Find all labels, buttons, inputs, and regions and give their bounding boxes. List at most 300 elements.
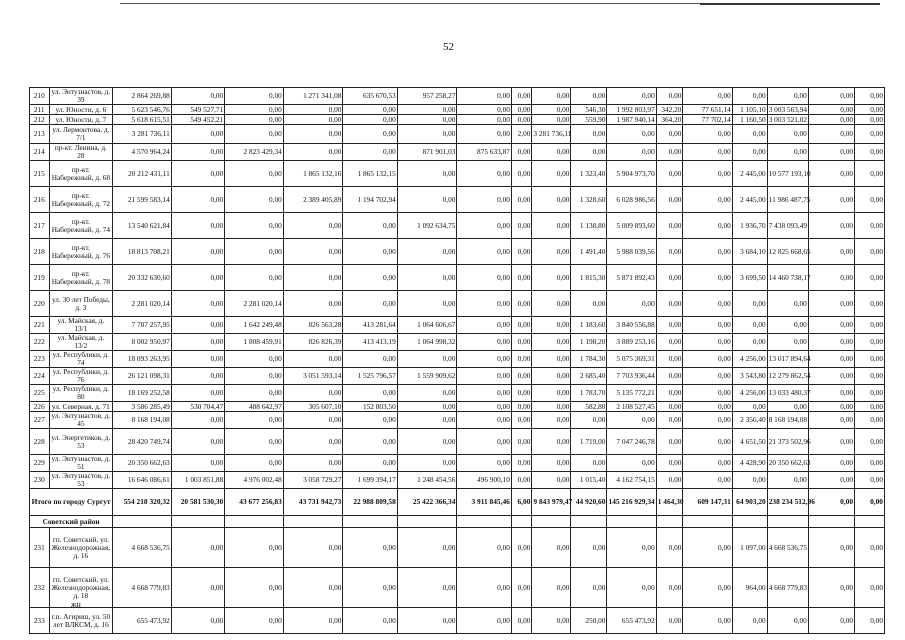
- value-cell: 0,00: [808, 144, 854, 161]
- value-cell: 11 986 487,75: [767, 187, 808, 213]
- value-cell: 0,00: [656, 608, 683, 634]
- value-cell: 559,90: [571, 115, 607, 125]
- value-cell: 0,00: [656, 472, 683, 489]
- value-cell: 0,00: [767, 472, 808, 489]
- value-cell: 0,00: [171, 429, 224, 455]
- value-cell: 0,00: [683, 472, 732, 489]
- value-cell: 0,00: [683, 368, 732, 385]
- value-cell: 0,00: [225, 187, 284, 213]
- empty-cell: [225, 516, 284, 528]
- value-cell: 1 719,00: [571, 429, 607, 455]
- empty-cell: [656, 516, 683, 528]
- row-number: 232: [30, 568, 50, 608]
- value-cell: 8 168 194,08: [767, 412, 808, 429]
- value-cell: 0,00: [511, 412, 532, 429]
- value-cell: 0,00: [855, 213, 885, 239]
- table-row: [30, 239, 885, 265]
- value-cell: 0,00: [532, 385, 571, 402]
- value-cell: 496 900,10: [457, 472, 511, 489]
- value-cell: 0,00: [855, 125, 885, 144]
- value-cell: 0,00: [397, 528, 457, 568]
- value-cell: 0,00: [683, 334, 732, 351]
- section-title: Советский район: [30, 516, 113, 528]
- value-cell: 0,00: [511, 528, 532, 568]
- table-row: [30, 528, 885, 568]
- value-cell: 0,00: [683, 528, 732, 568]
- row-number: 231: [30, 528, 50, 568]
- empty-cell: [607, 516, 656, 528]
- value-cell: 26 121 098,31: [113, 368, 172, 385]
- table-row: [30, 385, 885, 402]
- value-cell: 0,00: [808, 429, 854, 455]
- value-cell: 6 028 986,56: [607, 187, 656, 213]
- value-cell: 0,00: [343, 385, 397, 402]
- value-cell: 0,00: [511, 351, 532, 368]
- value-cell: 1 491,40: [571, 239, 607, 265]
- address-cell: пр-кт. Набережный, д. 78: [49, 265, 113, 291]
- value-cell: 826 826,39: [283, 334, 343, 351]
- value-cell: 0,00: [171, 368, 224, 385]
- value-cell: 0,00: [343, 455, 397, 472]
- value-cell: 1 323,40: [571, 161, 607, 187]
- value-cell: 2 445,00: [732, 187, 767, 213]
- value-cell: 0,00: [656, 429, 683, 455]
- value-cell: 0,00: [171, 144, 224, 161]
- value-cell: 0,00: [532, 528, 571, 568]
- value-cell: 0,00: [171, 239, 224, 265]
- value-cell: 0,00: [457, 402, 511, 412]
- value-cell: 0,00: [171, 334, 224, 351]
- value-cell: 0,00: [343, 429, 397, 455]
- value-cell: 488 642,97: [225, 402, 284, 412]
- value-cell: 1 064 998,32: [397, 334, 457, 351]
- value-cell: 0,00: [855, 334, 885, 351]
- value-cell: 5 904 973,70: [607, 161, 656, 187]
- value-cell: 1 987 940,14: [607, 115, 656, 125]
- value-cell: 0,00: [855, 368, 885, 385]
- value-cell: 0,00: [656, 385, 683, 402]
- value-cell: 0,00: [171, 568, 224, 608]
- value-cell: 0,00: [767, 402, 808, 412]
- total-value-cell: 1 464,30: [656, 489, 683, 516]
- value-cell: 0,00: [511, 115, 532, 125]
- value-cell: 0,00: [767, 125, 808, 144]
- total-value-cell: 3 911 845,46: [457, 489, 511, 516]
- empty-cell: [283, 516, 343, 528]
- value-cell: 0,00: [283, 385, 343, 402]
- address-cell: ул. Лермонтова, д. 7/1: [49, 125, 113, 144]
- value-cell: 3 543,80: [732, 368, 767, 385]
- value-cell: 0,00: [397, 412, 457, 429]
- value-cell: 0,00: [808, 608, 854, 634]
- value-cell: 0,00: [855, 115, 885, 125]
- value-cell: 4 668 779,83: [113, 568, 172, 608]
- value-cell: 0,00: [808, 161, 854, 187]
- value-cell: 826 563,28: [283, 317, 343, 334]
- value-cell: 0,00: [283, 528, 343, 568]
- value-cell: 0,00: [171, 455, 224, 472]
- value-cell: 0,00: [607, 88, 656, 105]
- value-cell: 3 003 563,94: [768, 104, 808, 114]
- value-cell: 13 017 894,64: [767, 351, 808, 368]
- value-cell: 0,00: [532, 351, 571, 368]
- value-cell: 0,00: [532, 105, 571, 115]
- value-cell: 0,00: [683, 317, 732, 334]
- value-cell: 0,00: [607, 125, 656, 144]
- value-cell: 0,00: [808, 455, 854, 472]
- empty-cell: [113, 516, 172, 528]
- total-value-cell: 0,00: [855, 489, 885, 516]
- value-cell: 0,00: [767, 317, 808, 334]
- value-cell: 0,00: [656, 317, 683, 334]
- value-cell: 0,00: [767, 608, 808, 634]
- value-cell: 152 803,50: [343, 402, 397, 412]
- value-cell: 0,00: [397, 291, 457, 317]
- value-cell: 0,00: [343, 291, 397, 317]
- row-number: 218: [30, 239, 50, 265]
- value-cell: 0,00: [457, 455, 511, 472]
- value-cell: 0,00: [683, 412, 732, 429]
- value-cell: 0,00: [457, 125, 511, 144]
- value-cell: 655 473,92: [113, 608, 172, 634]
- total-value-cell: 145 216 929,34: [607, 489, 656, 516]
- value-cell: 0,00: [511, 213, 532, 239]
- empty-cell: [571, 516, 607, 528]
- value-cell: 0,00: [532, 334, 571, 351]
- value-cell: 0,00: [457, 265, 511, 291]
- value-cell: 0,00: [343, 144, 397, 161]
- value-cell: 2 823 429,34: [225, 144, 284, 161]
- empty-cell: [171, 516, 224, 528]
- value-cell: 0,00: [855, 317, 885, 334]
- value-cell: 3 003 521,02: [768, 114, 808, 124]
- value-cell: 0,00: [511, 317, 532, 334]
- value-cell: 0,00: [171, 213, 224, 239]
- value-cell: 0,00: [283, 429, 343, 455]
- value-cell: 0,00: [283, 351, 343, 368]
- table-row: [30, 213, 885, 239]
- value-cell: 964,00: [732, 568, 767, 608]
- table-row: [30, 429, 885, 455]
- value-cell: 3 281 736,11: [532, 125, 571, 144]
- row-number: 233: [30, 608, 50, 634]
- value-cell: 4 668 536,75: [767, 528, 808, 568]
- value-cell: 0,00: [511, 88, 532, 105]
- total-value-cell: 609 147,31: [683, 489, 732, 516]
- value-cell: 0,00: [656, 291, 683, 317]
- value-cell: 0,00: [225, 105, 284, 115]
- value-cell: 0,00: [511, 429, 532, 455]
- value-cell: 0,00: [283, 608, 343, 634]
- address-cell: гп. Советский, ул. Железнодорожная, д. 16: [49, 528, 113, 568]
- value-cell: 8 002 950,97: [113, 334, 172, 351]
- value-cell: 0,00: [808, 291, 854, 317]
- value-cell: 13 033 480,37: [767, 385, 808, 402]
- value-cell: 0,00: [532, 239, 571, 265]
- value-cell: 0,00: [808, 105, 854, 115]
- empty-cell: [808, 516, 854, 528]
- value-cell: 0,00: [532, 368, 571, 385]
- value-cell: 0,00: [656, 568, 683, 608]
- value-cell: 0,00: [397, 239, 457, 265]
- value-cell: 0,00: [767, 291, 808, 317]
- table-row: [30, 334, 885, 351]
- value-cell: 0,00: [808, 115, 854, 125]
- value-cell: 0,00: [732, 291, 767, 317]
- value-cell: 0,00: [808, 88, 854, 105]
- value-cell: 0,00: [808, 351, 854, 368]
- value-cell: 0,00: [808, 568, 854, 608]
- row-number: 210: [30, 88, 50, 105]
- value-cell: 0,00: [571, 125, 607, 144]
- value-cell: 0,00: [656, 144, 683, 161]
- value-cell: 0,00: [283, 105, 343, 115]
- value-cell: 0,00: [732, 317, 767, 334]
- value-cell: 1 160,50: [732, 115, 767, 125]
- value-cell: 0,00: [457, 239, 511, 265]
- table-row: [30, 161, 885, 187]
- value-cell: 0,00: [532, 265, 571, 291]
- value-cell: 0,00: [457, 105, 511, 115]
- address-cell: ул. Энтузиастов, д. 51: [49, 455, 113, 472]
- table-row: [30, 187, 885, 213]
- value-cell: 0,00: [683, 291, 732, 317]
- value-cell: 1 328,60: [571, 187, 607, 213]
- page-number: 52: [443, 41, 454, 53]
- table-row: [30, 351, 885, 368]
- value-cell: 20 350 662,63: [767, 455, 808, 472]
- value-cell: 2 281 020,14: [225, 291, 284, 317]
- value-cell: 1 559 909,62: [397, 368, 457, 385]
- value-cell: 0,00: [457, 429, 511, 455]
- value-cell: 0,00: [571, 88, 607, 105]
- address-cell: ул. Республики, д. 80: [49, 385, 113, 402]
- value-cell: 0,00: [343, 608, 397, 634]
- value-cell: 0,00: [283, 239, 343, 265]
- value-cell: 549 452,21: [171, 115, 224, 125]
- value-cell: 77 651,14: [683, 105, 732, 115]
- section-row: [30, 516, 885, 528]
- value-cell: 20 350 662,63: [113, 455, 172, 472]
- table-row: [30, 115, 885, 125]
- value-cell: 0,00: [683, 265, 732, 291]
- value-cell: 0,00: [571, 455, 607, 472]
- total-value-cell: 238 234 512,96: [767, 489, 808, 516]
- value-cell: 1 815,30: [571, 265, 607, 291]
- value-cell: 0,00: [511, 161, 532, 187]
- value-cell: 0,00: [808, 528, 854, 568]
- empty-cell: [457, 516, 511, 528]
- value-cell: 0,00: [683, 144, 732, 161]
- value-cell: 13 540 621,84: [113, 213, 172, 239]
- value-cell: 0,00: [225, 429, 284, 455]
- value-cell: 77 702,14: [683, 115, 732, 125]
- value-cell: 546,30: [571, 105, 607, 115]
- value-cell: 0,00: [225, 351, 284, 368]
- total-value-cell: 0,00: [808, 489, 854, 516]
- value-cell: 0,00: [457, 334, 511, 351]
- value-cell: 2 356,40: [732, 412, 767, 429]
- value-cell: 14 460 738,17: [767, 265, 808, 291]
- value-cell: 3 699,50: [732, 265, 767, 291]
- value-cell: 1 936,70: [732, 213, 767, 239]
- value-cell: 5 009 893,60: [607, 213, 656, 239]
- value-cell: 0,00: [171, 412, 224, 429]
- value-cell: 0,00: [283, 291, 343, 317]
- value-cell: 0,00: [457, 291, 511, 317]
- row-number: 220: [30, 291, 50, 317]
- value-cell: 0,00: [283, 412, 343, 429]
- value-cell: 0,00: [225, 115, 284, 125]
- value-cell: 0,00: [343, 105, 397, 115]
- value-cell: 0,00: [171, 265, 224, 291]
- empty-cell: [767, 516, 808, 528]
- value-cell: 0,00: [607, 455, 656, 472]
- value-cell: 0,00: [683, 429, 732, 455]
- value-cell: 0,00: [808, 125, 854, 144]
- value-cell: 0,00: [171, 351, 224, 368]
- value-cell: 0,00: [855, 528, 885, 568]
- row-number: 223: [30, 351, 50, 368]
- value-cell: 0,00: [283, 144, 343, 161]
- value-cell: 0,00: [808, 368, 854, 385]
- value-cell: 0,00: [225, 265, 284, 291]
- value-cell: 0,00: [397, 265, 457, 291]
- value-cell: 0,00: [343, 265, 397, 291]
- address-cell: ул. Энтузиастов, д. 45: [49, 412, 113, 429]
- value-cell: 0,00: [855, 161, 885, 187]
- row-number: 217: [30, 213, 50, 239]
- value-cell: 0,00: [532, 317, 571, 334]
- total-value-cell: 20 581 530,30: [171, 489, 224, 516]
- value-cell: 0,00: [343, 239, 397, 265]
- value-cell: 0,00: [225, 368, 284, 385]
- value-cell: 0,00: [397, 105, 457, 115]
- value-cell: 0,00: [532, 115, 571, 125]
- value-cell: 5 623 546,76: [113, 105, 172, 115]
- value-cell: 0,00: [511, 105, 532, 115]
- value-cell: 0,00: [457, 412, 511, 429]
- value-cell: 0,00: [457, 115, 511, 125]
- value-cell: 1 015,40: [571, 472, 607, 489]
- row-number: 216: [30, 187, 50, 213]
- value-cell: 0,00: [732, 144, 767, 161]
- address-cell: ул. Юности, д. 6: [49, 105, 113, 115]
- value-cell: 0,00: [171, 88, 224, 105]
- table-row: [30, 88, 885, 105]
- value-cell: 0,00: [343, 115, 397, 125]
- value-cell: 871 901,03: [397, 144, 457, 161]
- value-cell: 0,00: [225, 239, 284, 265]
- value-cell: 7 047 246,78: [607, 429, 656, 455]
- value-cell: 0,00: [225, 412, 284, 429]
- value-cell: 12 825 668,65: [767, 239, 808, 265]
- value-cell: 0,00: [683, 161, 732, 187]
- value-cell: 1 198,20: [571, 334, 607, 351]
- value-cell: 2 108 527,45: [607, 402, 656, 412]
- value-cell: 0,00: [855, 402, 885, 412]
- value-cell: 0,00: [511, 608, 532, 634]
- table-row: [30, 291, 885, 317]
- row-number: 214: [30, 144, 50, 161]
- value-cell: 0,00: [656, 351, 683, 368]
- value-cell: 7 703 936,44: [607, 368, 656, 385]
- value-cell: 635 670,53: [343, 88, 397, 105]
- value-cell: 4 668 779,83: [767, 568, 808, 608]
- value-cell: 4 651,50: [732, 429, 767, 455]
- value-cell: 21 373 502,96: [767, 429, 808, 455]
- value-cell: 305 607,10: [283, 402, 343, 412]
- value-cell: 2 281 020,14: [113, 291, 172, 317]
- value-cell: 413 413,19: [343, 334, 397, 351]
- value-cell: 0,00: [397, 455, 457, 472]
- value-cell: 0,00: [808, 385, 854, 402]
- address-cell: пр-кт. Набережный, д. 76: [49, 239, 113, 265]
- value-cell: 0,00: [607, 568, 656, 608]
- address-cell: ул. Энтузиастов, д. 39: [49, 88, 113, 105]
- value-cell: 0,00: [683, 455, 732, 472]
- value-cell: 0,00: [397, 115, 457, 125]
- value-cell: 0,00: [511, 455, 532, 472]
- value-cell: 20 212 431,11: [113, 161, 172, 187]
- value-cell: 4 668 536,75: [113, 528, 172, 568]
- value-cell: 0,00: [683, 187, 732, 213]
- table-row: [30, 265, 885, 291]
- value-cell: 1 992 803,97: [607, 105, 656, 115]
- value-cell: 1 642 249,48: [225, 317, 284, 334]
- value-cell: 28 420 749,74: [113, 429, 172, 455]
- value-cell: 0,00: [683, 88, 732, 105]
- value-cell: 4 256,00: [732, 351, 767, 368]
- value-cell: 1 808 459,91: [225, 334, 284, 351]
- value-cell: 364,20: [656, 115, 683, 125]
- value-cell: 0,00: [171, 528, 224, 568]
- table-total: [30, 489, 885, 516]
- row-number: 227: [30, 412, 50, 429]
- value-cell: 0,00: [656, 265, 683, 291]
- value-cell: 0,00: [571, 528, 607, 568]
- value-cell: 0,00: [283, 568, 343, 608]
- value-cell: 0,00: [808, 412, 854, 429]
- total-label: Итого по городу Сургут: [30, 489, 113, 516]
- value-cell: 0,00: [225, 125, 284, 144]
- value-cell: 2 864 269,88: [113, 88, 172, 105]
- value-cell: 0,00: [855, 568, 885, 608]
- address-cell: г.п. Агириш, ул. 50 лет ВЛКСМ, д. 16: [49, 608, 113, 634]
- value-cell: 7 787 257,95: [113, 317, 172, 334]
- value-cell: 2,00: [511, 125, 532, 144]
- value-cell: 0,00: [171, 608, 224, 634]
- value-cell: 0,00: [532, 144, 571, 161]
- value-cell: 3 840 556,88: [607, 317, 656, 334]
- value-cell: 0,00: [808, 187, 854, 213]
- value-cell: 3 586 285,49: [113, 402, 172, 412]
- address-cell: пр-кт. Набережный, д. 68: [49, 161, 113, 187]
- value-cell: 0,00: [171, 161, 224, 187]
- value-cell: 0,00: [225, 161, 284, 187]
- value-cell: 0,00: [656, 528, 683, 568]
- value-cell: 655 473,92: [607, 608, 656, 634]
- value-cell: 7 438 093,49: [767, 213, 808, 239]
- value-cell: 0,00: [397, 385, 457, 402]
- value-cell: 0,00: [855, 239, 885, 265]
- value-cell: 0,00: [732, 472, 767, 489]
- value-cell: 0,00: [683, 385, 732, 402]
- value-cell: 0,00: [457, 568, 511, 608]
- value-cell: 549 527,71: [171, 105, 224, 115]
- empty-cell: [397, 516, 457, 528]
- value-cell: 0,00: [457, 161, 511, 187]
